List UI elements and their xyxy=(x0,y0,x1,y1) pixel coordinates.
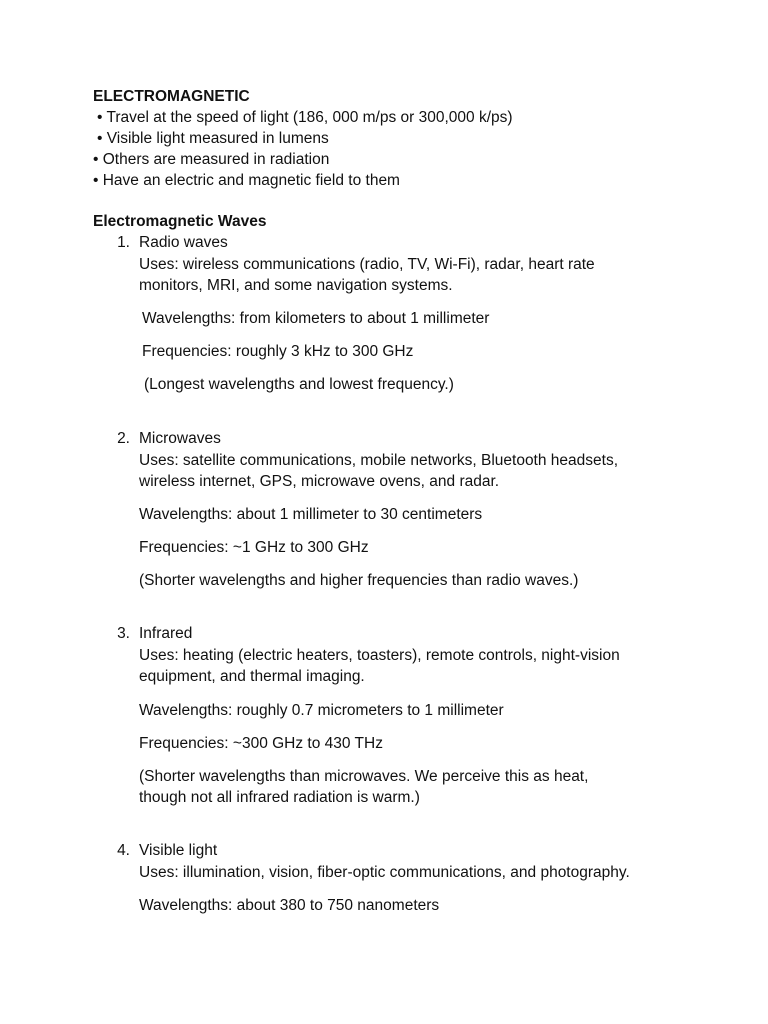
uses-line: wireless internet, GPS, microwave ovens, and radar. xyxy=(139,473,500,490)
uses-line: Uses: heating (electric heaters, toasters), remote controls, night-vision xyxy=(139,647,620,664)
wave-name-infrared: Infrared xyxy=(139,625,193,642)
frequencies-line: Frequencies: roughly 3 kHz to 300 GHz xyxy=(142,343,414,360)
wavelengths-line: Wavelengths: roughly 0.7 micrometers to 1 millimeter xyxy=(139,702,504,719)
uses-line: monitors, MRI, and some navigation systems. xyxy=(139,277,453,294)
wavelengths-line: Wavelengths: about 380 to 750 nanometers xyxy=(139,897,440,914)
wave-name-visible-light: Visible light xyxy=(139,842,218,859)
uses-line: Uses: wireless communications (radio, TV, Wi-Fi), radar, heart rate xyxy=(139,256,595,273)
uses-line: Uses: satellite communications, mobile networks, Bluetooth headsets, xyxy=(139,452,619,469)
uses-line: Uses: illumination, vision, fiber-optic communications, and photography. xyxy=(139,864,630,881)
section-title-electromagnetic: ELECTROMAGNETIC xyxy=(93,88,250,105)
section-title-electromagnetic-waves: Electromagnetic Waves xyxy=(93,213,267,230)
bullet-item: • Have an electric and magnetic field to them xyxy=(93,172,400,189)
list-number: 1. xyxy=(117,234,130,251)
bullet-item: • Travel at the speed of light (186, 000 m/ps or 300,000 k/ps) xyxy=(97,109,513,126)
note-line: (Longest wavelengths and lowest frequency.) xyxy=(144,376,454,393)
list-number: 3. xyxy=(117,625,130,642)
wave-name-radio: Radio waves xyxy=(139,234,228,251)
bullet-item: • Others are measured in radiation xyxy=(93,151,330,168)
list-number: 4. xyxy=(117,842,130,859)
bullet-item: • Visible light measured in lumens xyxy=(97,130,329,147)
note-line: (Shorter wavelengths than microwaves. We perceive this as heat, xyxy=(139,768,589,785)
uses-line: equipment, and thermal imaging. xyxy=(139,668,365,685)
wavelengths-line: Wavelengths: from kilometers to about 1 millimeter xyxy=(142,310,490,327)
note-line: though not all infrared radiation is warm.) xyxy=(139,789,420,806)
note-line: (Shorter wavelengths and higher frequencies than radio waves.) xyxy=(139,572,579,589)
list-number: 2. xyxy=(117,430,130,447)
wavelengths-line: Wavelengths: about 1 millimeter to 30 centimeters xyxy=(139,506,483,523)
frequencies-line: Frequencies: ~1 GHz to 300 GHz xyxy=(139,539,369,556)
wave-name-microwaves: Microwaves xyxy=(139,430,221,447)
frequencies-line: Frequencies: ~300 GHz to 430 THz xyxy=(139,735,383,752)
